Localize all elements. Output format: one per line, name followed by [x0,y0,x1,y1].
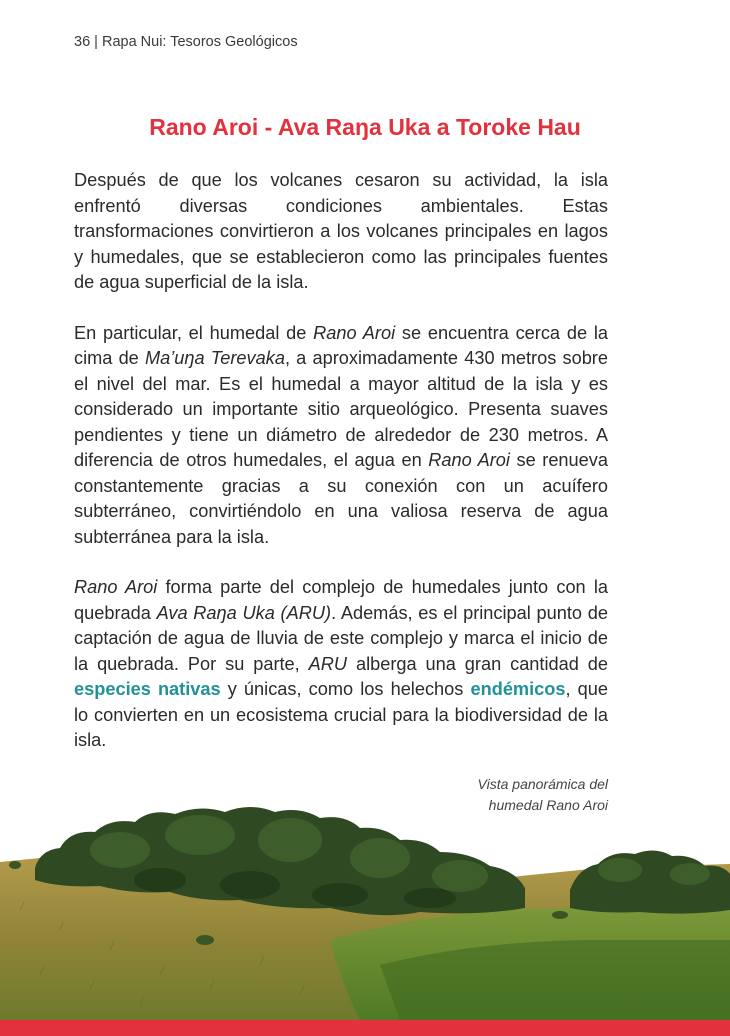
text-run: alberga una gran cantidad de [347,653,608,674]
text-run: , a aproximadamente 430 metros sobre el nivel del mar. Es el humedal a mayor altitud de la isla y es considerado un importante sitio arqueológico. Presenta suaves pendientes y tiene un diámetro de alrededor de 230 metros. A diferencia de otros humedales, el agua en [74,348,608,470]
paragraph-1: Después de que los volcanes cesaron su actividad, la isla enfrentó diversas condiciones ambientales. Estas transformaciones convirtieron a los volcanes principales en lagos y humedales, que se establecieron como las principales fuentes de agua superficial de la isla. [74,170,608,292]
italic-term: Ava Raŋa Uka (ARU) [156,602,332,623]
body-text [74,168,608,779]
header-separator: | [94,34,98,50]
italic-term: Rano Aroi [428,450,510,470]
italic-term: ARU [308,653,348,674]
section-title: Rano Aroi - Ava Raŋa Uka a Toroke Hau [149,114,581,140]
wetland-landscape-photo [0,790,730,1020]
text-run: , que lo convierten en un ecosistema crucial para la biodiversidad de la isla. [74,679,608,750]
paragraph-2 [74,321,608,551]
text-run: . Además, es el principal punto de captación de agua de lluvia de este complejo y marca el inicio de la quebrada. Por su parte, [74,602,608,674]
text-run: se encuentra cerca de la cima de [74,322,608,368]
italic-term: Ma’uŋa Terevaka [144,348,285,368]
text-run: En particular, el humedal de [74,322,314,343]
keyword-highlight: endémicos [470,679,566,699]
text-run: forma parte del complejo de humedales junto con la quebrada [74,577,608,623]
running-header [74,34,298,50]
text-run: se renueva constantemente gracias a su conexión con un acuífero subterráneo, convirtiéndolo en una valiosa reserva de agua subterránea para la isla. [74,450,608,547]
keyword-highlight: especies nativas [74,679,221,699]
italic-term: Rano Aroi [313,322,396,343]
paragraph-3 [74,575,608,754]
page-number: 36 [74,34,91,50]
forest-right [570,850,730,913]
italic-term: Rano Aroi [74,577,158,597]
caption-line-2: humedal Rano Aroi [488,797,608,813]
book-title: Rapa Nui: Tesoros Geológicos [101,34,298,50]
text-run: y únicas, como los helechos [220,679,471,699]
footer-bar [0,1020,730,1036]
caption-line-1: Vista panorámica del [477,776,608,792]
